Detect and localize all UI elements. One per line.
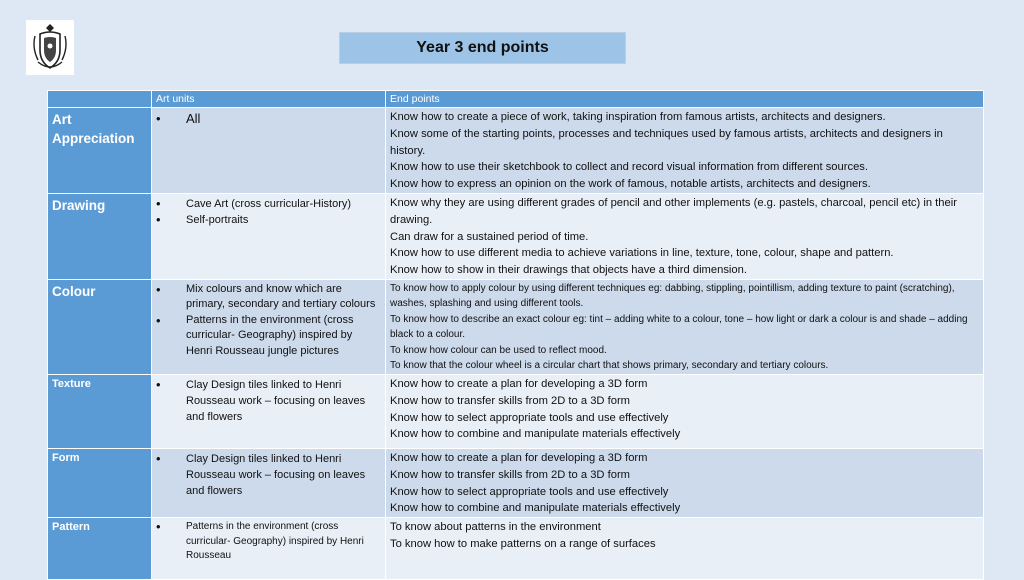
art-units-cell: [152, 193, 386, 279]
end-point-text: Know how to create a plan for developing a 3D form: [390, 451, 648, 464]
end-points-cell: [386, 193, 984, 279]
end-point-text: Know how to select appropriate tools and use effectively: [390, 485, 669, 498]
end-point-text: Know how to use their sketchbook to collect and record visual information from different sources.: [390, 161, 868, 174]
end-point-text: To know about patterns in the environment: [390, 521, 601, 534]
unit-name: Art Appreciation: [48, 108, 152, 194]
end-point-text: To know how to make patterns on a range of surfaces: [390, 537, 656, 550]
art-unit-item: • Cave Art (cross curricular-History): [156, 195, 352, 211]
end-point-text: To know that the colour wheel is a circular chart that shows primary, secondary and tertiary colours.: [390, 360, 829, 372]
end-point-text: Know how to create a piece of work, taking inspiration from famous artists, architects and designers.: [390, 111, 886, 123]
page-title: Year 3 end points: [339, 32, 626, 64]
table-row: [48, 374, 984, 448]
end-point-text: To know how to apply colour by using different techniques eg: dabbing, stippling, pointillism, adding texture to paint (scratching), washes, splashing and using different tools.: [390, 282, 955, 310]
art-units-cell: [152, 448, 386, 517]
header-blank: [48, 91, 152, 108]
end-point-text: Know how to use different media to achieve variations in line, texture, tone, colour, shape and pattern.: [390, 247, 894, 260]
end-point-text: To know how colour can be used to reflect mood.: [390, 344, 607, 356]
end-point-text: Know how to show in their drawings that objects have a third dimension.: [390, 264, 747, 277]
art-units-cell: [152, 108, 386, 194]
end-point-text: Can draw for a sustained period of time.: [390, 230, 589, 243]
end-point-text: Know how to create a plan for developing a 3D form: [390, 377, 648, 390]
table-header-row: [48, 91, 984, 108]
end-point-text: Know how to express an opinion on the work of famous, notable artists, architects and designers.: [390, 178, 871, 191]
table-row: [48, 193, 984, 279]
end-point-text: Know how to combine and manipulate materials effectively: [390, 428, 681, 441]
art-units-cell: [152, 279, 386, 374]
art-units-cell: [152, 374, 386, 448]
end-point-text: Know how to transfer skills from 2D to a 3D form: [390, 468, 630, 481]
art-unit-item: • Clay Design tiles linked to Henri Rousseau work – focusing on leaves and flowers: [156, 450, 366, 497]
art-unit-item: • Self-portraits: [156, 211, 249, 227]
unit-name: Pattern: [48, 518, 152, 580]
end-point-text: To know how to describe an exact colour eg: tint – adding white to a colour, tone – how light or dark a colour is and shade – adding black to a colour.: [390, 313, 968, 341]
end-points-cell: [386, 518, 984, 580]
unit-name: Texture: [48, 374, 152, 448]
table-row: [48, 108, 984, 194]
end-points-cell: [386, 448, 984, 517]
art-units-cell: [152, 518, 386, 580]
end-point-text: Know how to select appropriate tools and use effectively: [390, 411, 669, 424]
end-point-text: Know how to transfer skills from 2D to a 3D form: [390, 394, 630, 407]
art-unit-item: • Clay Design tiles linked to Henri Rousseau work – focusing on leaves and flowers: [156, 376, 366, 423]
header-art-units: Art units: [152, 91, 386, 108]
end-point-text: Know why they are using different grades of pencil and other implements (e.g. pastels, charcoal, pencil etc) in their drawing.: [390, 196, 957, 226]
art-unit-item: • Patterns in the environment (cross curricular- Geography) inspired by Henri Rousseau jungle pictures: [156, 312, 354, 357]
table-row: [48, 279, 984, 374]
art-unit-item: • All: [156, 111, 201, 126]
table-row: [48, 448, 984, 517]
end-points-cell: [386, 279, 984, 374]
end-points-cell: [386, 374, 984, 448]
end-point-text: Know some of the starting points, processes and techniques used by famous artists, architects and designers in history.: [390, 127, 943, 157]
unit-name: Colour: [48, 279, 152, 374]
table-row: [48, 518, 984, 580]
crest-icon: [30, 22, 70, 74]
art-unit-item: • Patterns in the environment (cross curricular- Geography) inspired by Henri Rousseau: [156, 519, 364, 562]
end-point-text: Know how to combine and manipulate materials effectively: [390, 502, 681, 515]
school-crest-logo: [26, 20, 74, 75]
end-points-table: [47, 90, 984, 580]
unit-name: Form: [48, 448, 152, 517]
header-end-points: End points: [386, 91, 984, 108]
art-unit-item: • Mix colours and know which are primary, secondary and tertiary colours: [156, 281, 376, 311]
unit-name: Drawing: [48, 193, 152, 279]
end-points-cell: [386, 108, 984, 194]
